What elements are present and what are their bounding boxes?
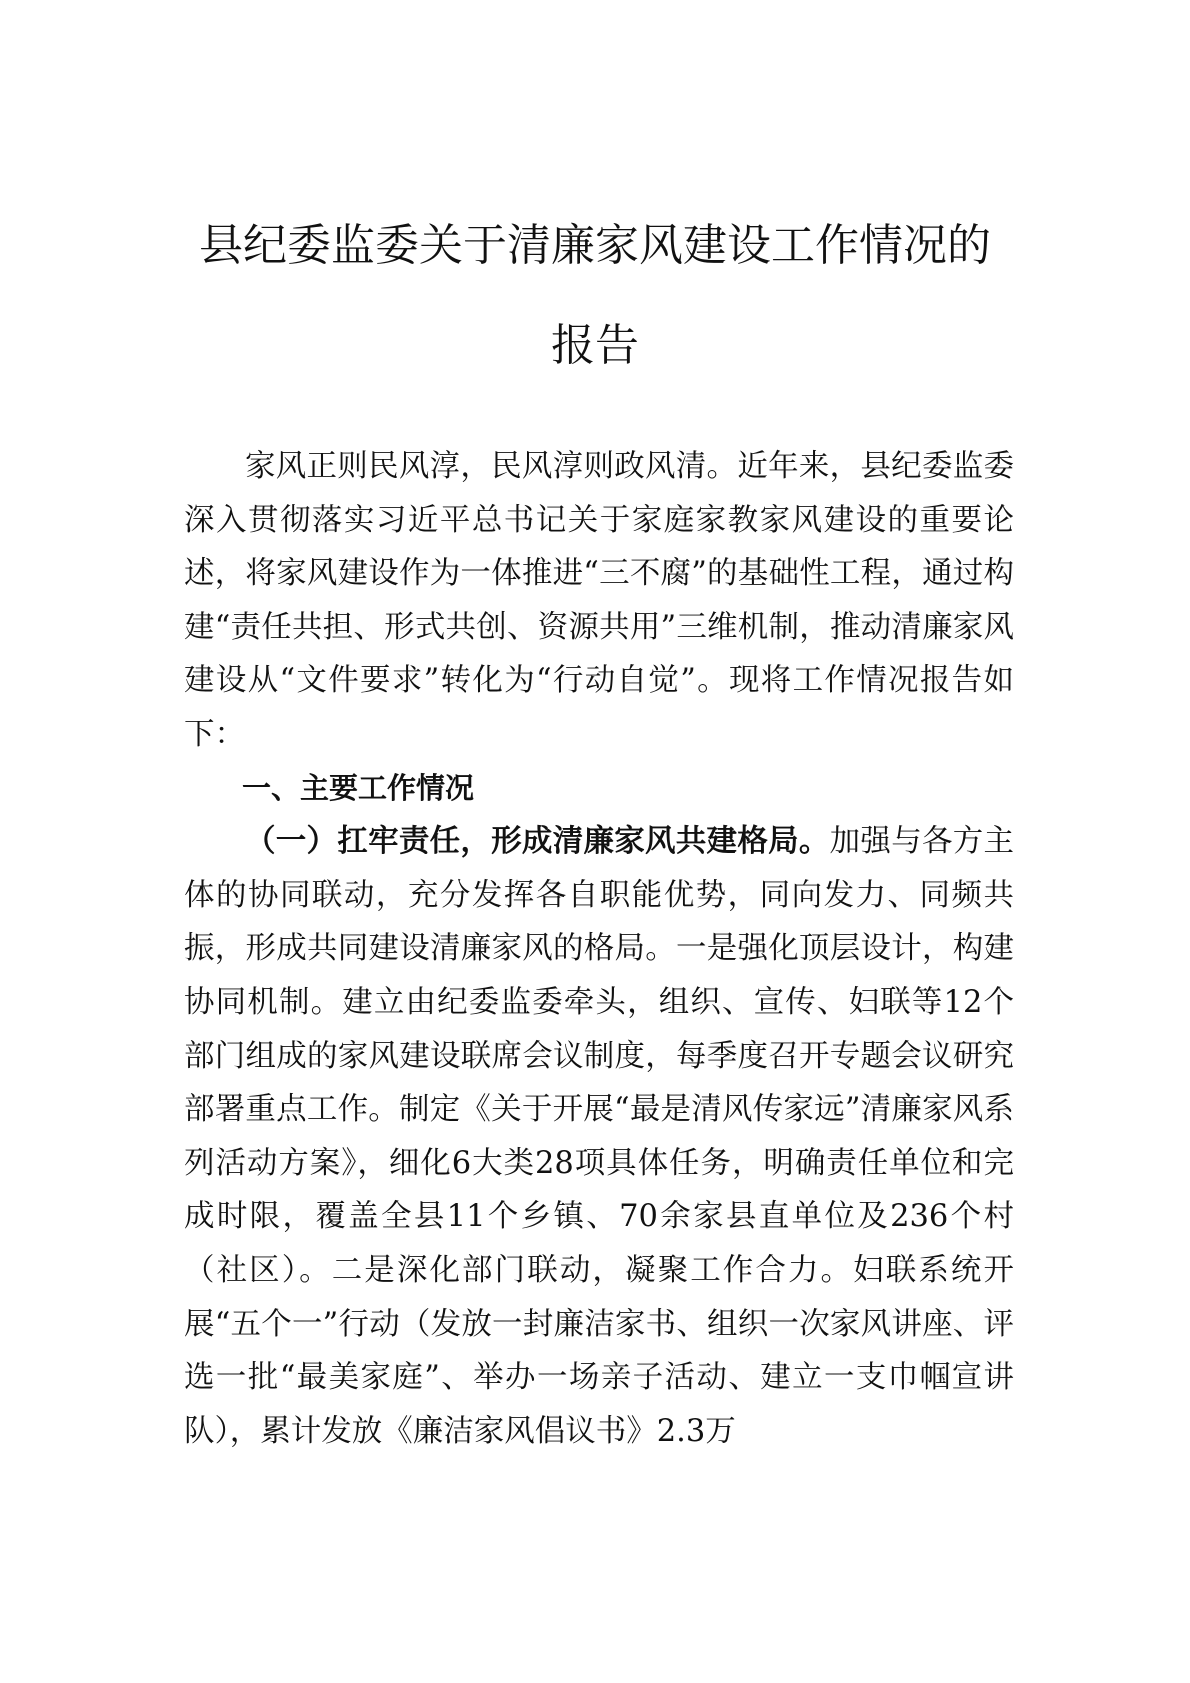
title-line-2: 报告 <box>551 320 639 371</box>
title-line-1: 县纪委监委关于清廉家风建设工作情况的 <box>199 220 991 271</box>
document-body <box>184 440 1014 1458</box>
intro-paragraph: 家风正则民风淳，民风淳则政风清。近年来，县纪委监委深入贯彻落实习近平总书记关于家庭家教家风建设的重要论述，将家风建设作为一体推进“三不腐”的基础性工程，通过构建“责任共担、形式共创、资源共用”三维机制，推动清廉家风建设从“文件要求”转化为“行动自觉”。现将工作情况报告如下： <box>184 449 1014 752</box>
document-title <box>150 196 1040 396</box>
subsection-body: 加强与各方主体的协同联动，充分发挥各自职能优势，同向发力、同频共振，形成共同建设清廉家风的格局。一是强化顶层设计，构建协同机制。建立由纪委监委牵头，组织、宣传、妇联等12个部门组成的家风建设联席会议制度，每季度召开专题会议研究部署重点工作。制定《关于开展“最是清风传家远”清廉家风系列活动方案》，细化6大类28项具体任务，明确责任单位和完成时限，覆盖全县11个乡镇、70余家县直单位及236个村（社区）。二是深化部门联动，凝聚工作合力。妇联系统开展“五个一”行动（发放一封廉洁家书、组织一次家风讲座、评选一批“最美家庭”、举办一场亲子活动、建立一支巾帼宣讲队），累计发放《廉洁家风倡议书》2.3万 <box>184 824 1015 1449</box>
section-heading: 一、主要工作情况 <box>242 770 475 805</box>
subsection-paragraph <box>184 815 1014 1458</box>
subsection-heading: （一）扛牢责任，形成清廉家风共建格局。 <box>245 823 830 860</box>
